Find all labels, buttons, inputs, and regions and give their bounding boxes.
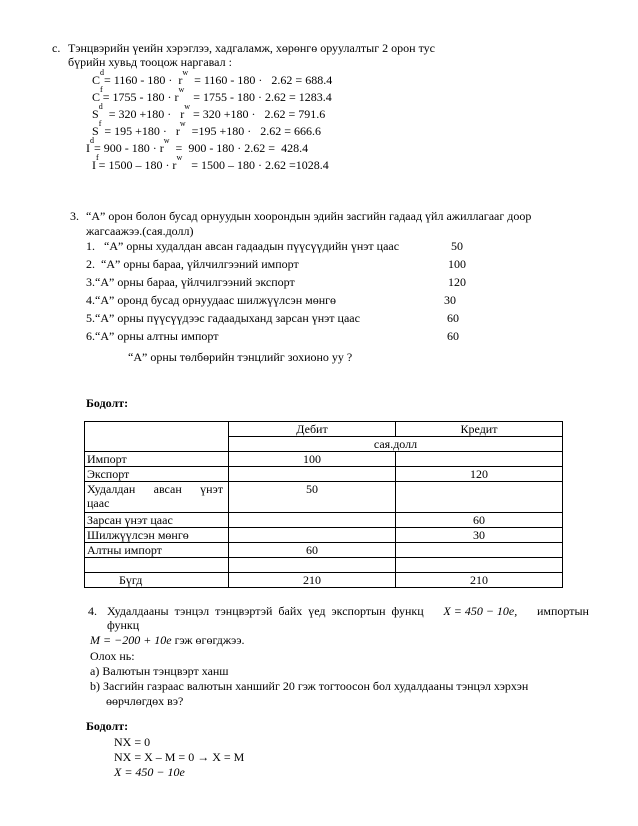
table-header-row	[85, 422, 563, 437]
formula-variable: I	[92, 158, 96, 172]
solution4-heading: Бодолт:	[86, 719, 129, 733]
formula-superscript: d	[100, 68, 105, 77]
q3-item-label: 4.“А” оронд бусад орнуудаас шилжүүлсэн мөнгө	[86, 293, 337, 307]
q4-text-line2: функц	[107, 618, 140, 632]
formula-superscript: f	[100, 85, 103, 94]
row-credit: 30	[396, 528, 563, 543]
header-unit: сая.долл	[229, 437, 563, 452]
section-c-text-line2: бүрийн хувьд тооцож наргавал :	[68, 55, 232, 69]
row-credit	[396, 482, 563, 513]
q3-item-value: 120	[448, 275, 466, 289]
row-debit: 60	[229, 543, 396, 558]
q4-export-function: X = 450 − 10e,	[443, 604, 518, 618]
formula-result: = 1755 - 180 · 2.62 = 1283.4	[184, 90, 332, 104]
row-debit: 50	[229, 482, 396, 513]
q4-text-line3	[90, 633, 245, 647]
q3-item-value: 60	[447, 329, 459, 343]
q3-text-line1: “А” орон болон бусад орнуудын хоорондын эдийн засгийн гадаад үйл ажиллагааг доор	[86, 209, 532, 223]
q3-item-value: 50	[451, 239, 463, 253]
q3-item-label: 5.“А” орны пүүсүүдээс гадаадыханд зарсан үнэт цаас	[86, 311, 360, 325]
q4-line3-tail: гэж өгөгджээ.	[171, 633, 245, 647]
q4-line1-tail: импортын	[536, 604, 589, 618]
q3-marker: 3.	[70, 209, 79, 223]
formula-result: = 900 - 180 · 2.62 = 428.4	[169, 141, 309, 155]
table-row	[85, 543, 563, 558]
solution4-line2: NX = X – M = 0 → X = M	[114, 750, 245, 764]
table-row	[85, 467, 563, 482]
table-row	[85, 528, 563, 543]
formula-row	[86, 136, 309, 155]
q4-import-function: M = −200 + 10e	[90, 633, 172, 647]
q3-question: “А” орны төлбөрийн тэнцлийг зохионо уу ?	[128, 350, 353, 364]
row-credit	[396, 543, 563, 558]
row-label: Шилжүүлсэн мөнгө	[85, 528, 229, 543]
formula-row	[92, 119, 321, 138]
formula-row	[92, 153, 329, 172]
q4-sub-b-line1: b) Засгийн газраас валютын ханшийг 20 гэж тогтоосон бол худалдааны тэнцэл хэрхэн	[90, 679, 529, 693]
formula-variable: S	[92, 124, 99, 138]
q4-line1-text: Худалдааны тэнцэл тэнцвэртэй байх үед экспортын функц	[107, 604, 424, 618]
formula-rate-superscript: w	[163, 136, 170, 145]
table-total-row	[85, 573, 563, 588]
balance-of-payments-table	[84, 421, 563, 588]
formula-row	[92, 68, 333, 87]
formula-variable: I	[86, 141, 90, 155]
row-debit	[229, 528, 396, 543]
formula-superscript: f	[96, 153, 99, 162]
table-row	[85, 452, 563, 467]
row-label: Экспорт	[85, 467, 229, 482]
formula-rate-superscript: w	[184, 102, 190, 111]
formula-rate-superscript: w	[176, 153, 183, 162]
q3-item-label: 6.“А” орны алтны импорт	[86, 329, 219, 343]
formula-rate-superscript: w	[178, 85, 185, 94]
formula-superscript: d	[90, 136, 94, 145]
q3-text-line2: жагсаажээ.(сая.долл)	[86, 224, 194, 238]
total-label: Бүгд	[85, 573, 229, 588]
row-label-word: үнэт	[200, 482, 223, 496]
table-empty-row	[85, 558, 563, 573]
row-debit: 100	[229, 452, 396, 467]
formula-variable: S	[92, 107, 99, 121]
q4-text-line1	[107, 604, 589, 618]
row-debit	[229, 513, 396, 528]
section-c-marker: c.	[52, 41, 61, 55]
formula-result: = 1500 – 180 · 2.62 =1028.4	[182, 158, 329, 172]
empty-cell	[396, 558, 563, 573]
formula-superscript: f	[98, 119, 102, 128]
row-credit: 60	[396, 513, 563, 528]
q4-sub-a: a) Валютын тэнцвэрт ханш	[90, 664, 229, 678]
row-label: Алтны импорт	[85, 543, 229, 558]
empty-cell	[229, 558, 396, 573]
table-row	[85, 482, 563, 513]
q3-item-label: 3.“А” орны бараа, үйлчилгээний экспорт	[86, 275, 295, 289]
row-debit	[229, 467, 396, 482]
formula-expression: = 1500 – 180 · r	[98, 158, 177, 172]
formula-result: = 1160 - 180 · 2.62 = 688.4	[188, 73, 333, 87]
formula-superscript: d	[98, 102, 103, 111]
table-row	[85, 513, 563, 528]
formula-result: = 320 +180 · 2.62 = 791.6	[190, 107, 326, 121]
formula-expression: = 195 +180 · r	[101, 124, 180, 138]
formula-expression: = 900 - 180 · r	[94, 141, 164, 155]
row-label-word: Худалдан	[87, 482, 136, 496]
q3-item-value: 60	[447, 311, 459, 325]
formula-row	[92, 85, 332, 104]
formula-row	[92, 102, 326, 121]
formula-expression: = 320 +180 · r	[102, 107, 185, 121]
q4-marker: 4.	[88, 604, 97, 618]
formula-result: =195 +180 · 2.62 = 666.6	[185, 124, 321, 138]
header-debit: Дебит	[229, 422, 396, 437]
row-credit: 120	[396, 467, 563, 482]
q3-item-value: 100	[448, 257, 466, 271]
formula-expression: = 1755 - 180 · r	[102, 90, 179, 104]
section-c-text-line1: Тэнцвэрийн үеийн хэрэглээ, хадгаламж, хөрөнгө оруулалтыг 2 орон тус	[68, 41, 435, 55]
row-label	[85, 482, 229, 513]
row-label-line2: цаас	[87, 496, 110, 510]
q4-find-label: Олох нь:	[90, 649, 135, 663]
formula-expression: = 1160 - 180 · r	[104, 73, 183, 87]
empty-cell	[85, 558, 229, 573]
solution3-heading: Бодолт:	[86, 396, 129, 410]
row-label: Зарсан үнэт цаас	[85, 513, 229, 528]
q3-item-label: 2. “А” орны бараа, үйлчилгээний импорт	[86, 257, 299, 271]
q4-sub-b-line2: өөрчлөгдөх вэ?	[106, 694, 184, 708]
formula-variable: C	[92, 90, 101, 104]
q3-item-value: 30	[444, 293, 456, 307]
header-credit: Кредит	[396, 422, 563, 437]
header-blank-cell	[85, 422, 229, 452]
row-label-word: авсан	[153, 482, 182, 496]
formula-rate-superscript: w	[179, 119, 186, 128]
formula-variable: C	[92, 73, 101, 87]
solution4-line3: X = 450 − 10e	[114, 765, 185, 779]
formula-rate-superscript: w	[182, 68, 189, 77]
row-label: Импорт	[85, 452, 229, 467]
q3-item-label: 1. “А” орны худалдан авсан гадаадын пүүсүүдийн үнэт цаас	[86, 239, 400, 253]
solution4-line1: NX = 0	[114, 735, 151, 749]
total-debit: 210	[229, 573, 396, 588]
row-credit	[396, 452, 563, 467]
total-credit: 210	[396, 573, 563, 588]
